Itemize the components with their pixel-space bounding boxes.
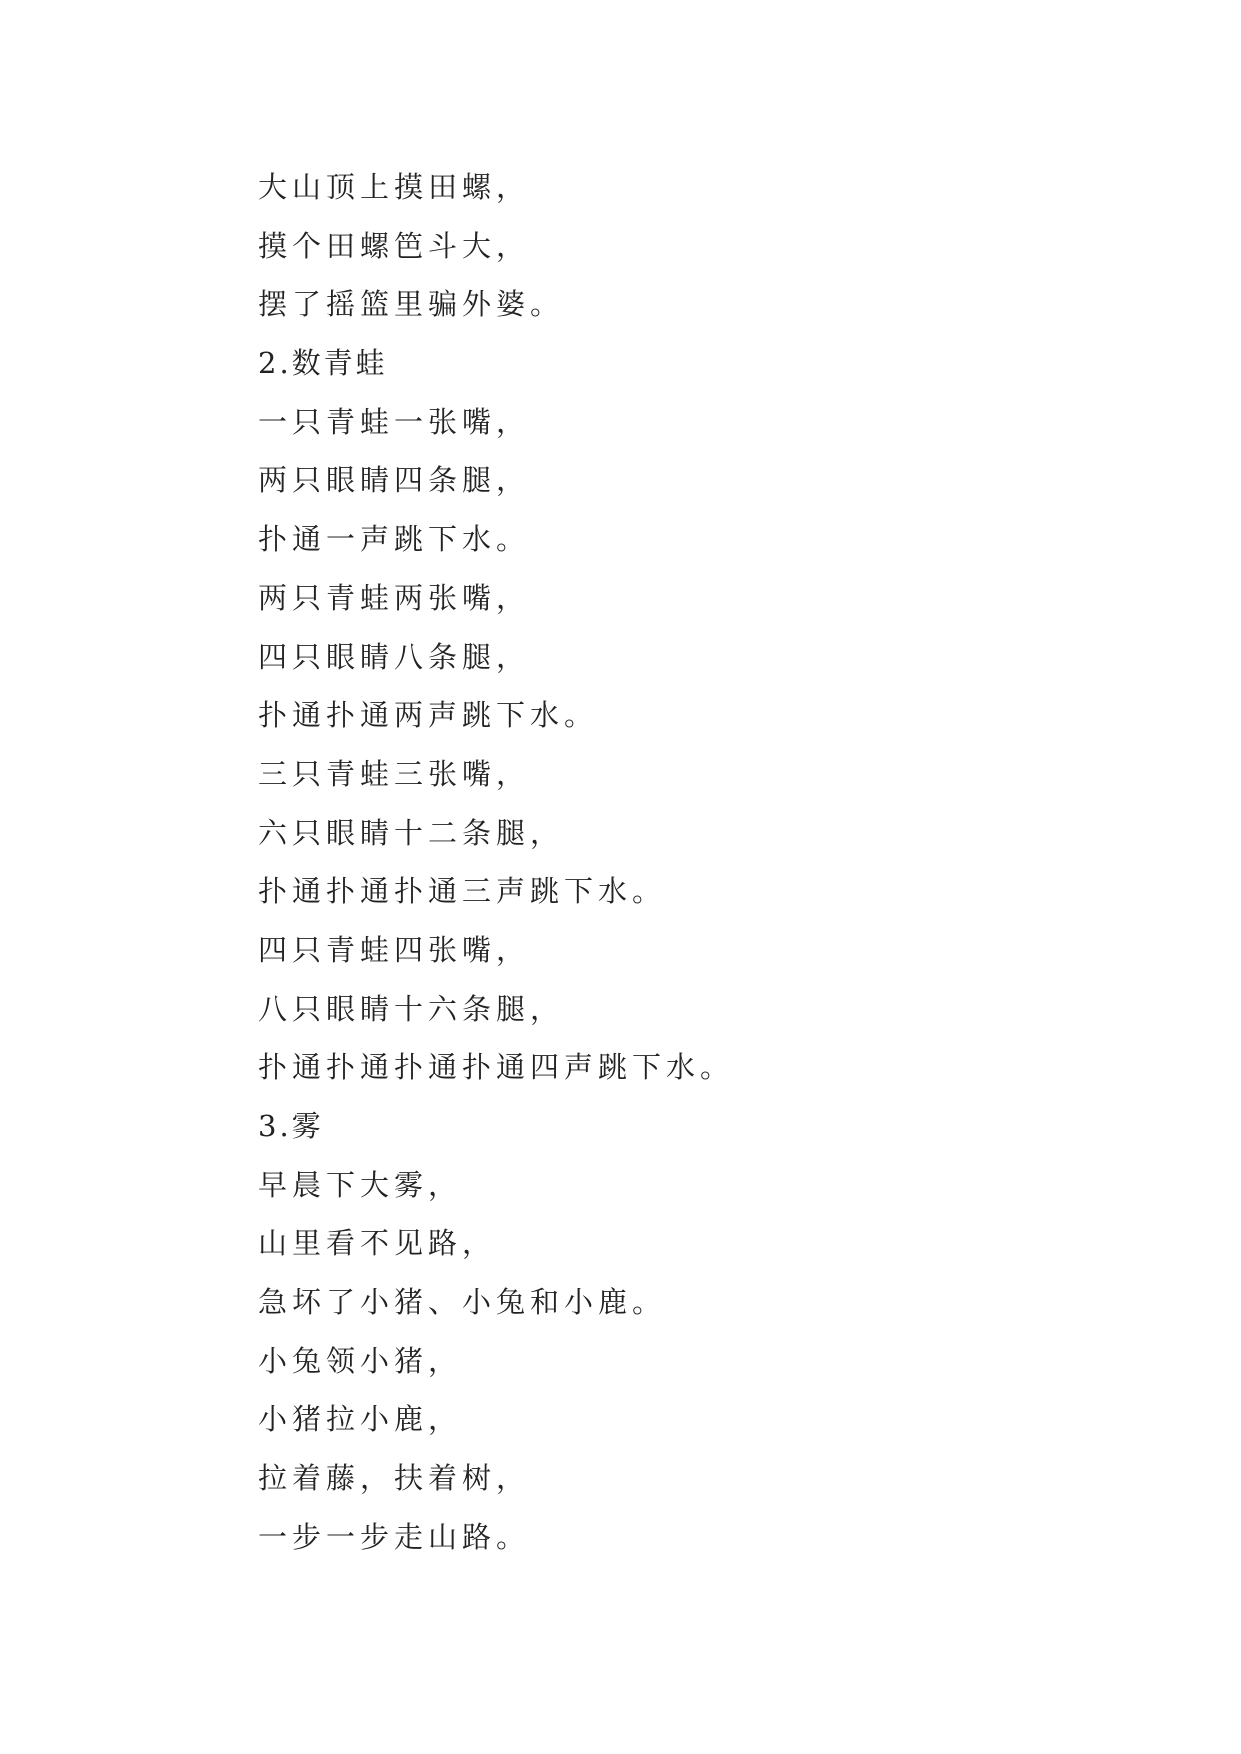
verse-line: 早晨下大雾， [258,1167,463,1202]
verse-line: 扑通扑通扑通扑通四声跳下水。 [258,1050,735,1085]
verse-line: 小兔领小猪， [258,1343,463,1378]
verse-line: 摆了摇篮里骗外婆。 [258,287,565,322]
section-heading: 2.数青蛙 [258,346,388,381]
verse-line: 一只青蛙一张嘴， [258,404,531,439]
verse-line: 扑通扑通两声跳下水。 [258,698,599,733]
document-body [258,158,1158,1567]
verse-line: 山里看不见路， [258,1226,497,1261]
verse-line: 八只眼睛十六条腿， [258,991,565,1026]
verse-line: 拉着藤，扶着树， [258,1461,531,1496]
verse-line: 三只青蛙三张嘴， [258,756,531,791]
verse-line: 一步一步走山路。 [258,1519,531,1554]
section-heading: 3.雾 [258,1109,324,1143]
verse-line: 六只眼睛十二条腿， [258,815,565,850]
verse-line: 四只青蛙四张嘴， [258,932,531,967]
verse-line: 四只眼睛八条腿， [258,639,531,674]
verse-line: 小猪拉小鹿， [258,1402,463,1437]
verse-line: 扑通一声跳下水。 [258,522,531,557]
verse-line: 摸个田螺笆斗大， [258,228,531,263]
verse-line: 大山顶上摸田螺， [258,170,531,204]
verse-line: 急坏了小猪、小兔和小鹿。 [258,1285,667,1320]
verse-line: 扑通扑通扑通三声跳下水。 [258,874,667,909]
verse-line: 两只青蛙两张嘴， [258,580,531,615]
verse-line: 两只眼睛四条腿， [258,463,531,498]
